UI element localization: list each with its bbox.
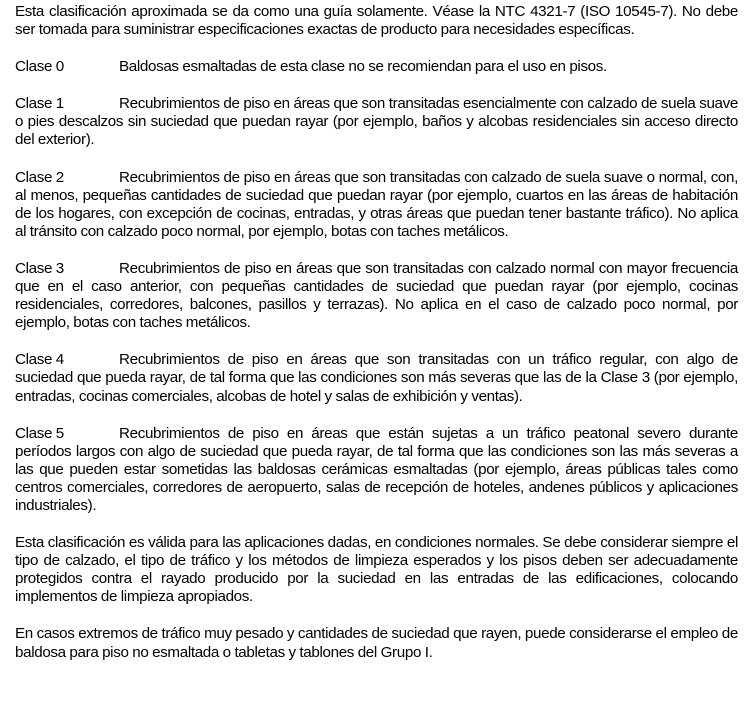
class-label: Clase 1 <box>15 95 64 113</box>
class-0-paragraph <box>15 58 738 76</box>
class-description: Recubrimientos de piso en áreas que son transitadas con calzado normal con mayor frecuencia que en el caso anterior, con pequeñas cantidades de suciedad que puedan rayar (por ejemplo, cocinas residenciales, corredores, balcones, pasillos y terrazas). No aplica en el caso de calzado poco normal, por ejemplo, botas con taches metálicos. <box>15 259 738 332</box>
class-description: Recubrimientos de piso en áreas que son transitadas con un tráfico regular, con algo de suciedad que pueda rayar, de tal forma que las condiciones son más severas que las de la Clase 3 (por ejemplo, entradas, cocinas comerciales, alcobas de hotel y salas de exhibición y ventas). <box>15 351 738 405</box>
class-description: Recubrimientos de piso en áreas que están sujetas a un tráfico peatonal severo durante períodos largos con algo de suciedad que pueda rayar, de tal forma que las condiciones son las más severas a las que pueden estar sometidas las baldosas cerámicas esmaltadas (por ejemplo, áreas públicas tales como centros comerciales, corredores de aeropuerto, salas de recepción de hoteles, andenes públicos y aplicaciones industriales). <box>15 424 738 514</box>
document-page <box>15 3 738 681</box>
class-label: Clase 3 <box>15 259 64 277</box>
extreme-note-paragraph: En casos extremos de tráfico muy pesado y cantidades de suciedad que rayen, puede considerarse el empleo de baldosa para piso no esmaltada o tabletas y tablones del Grupo I. <box>15 625 738 661</box>
class-5-paragraph <box>15 425 738 515</box>
class-label: Clase 0 <box>15 58 64 76</box>
class-description: Recubrimientos de piso en áreas que son transitadas esencialmente con calzado de suela suave o pies descalzos sin suciedad que puedan rayar (por ejemplo, baños y alcobas residenciales sin acceso directo del exterior). <box>15 95 738 149</box>
class-1-paragraph <box>15 95 738 149</box>
class-3-paragraph <box>15 260 738 332</box>
class-4-paragraph <box>15 351 738 405</box>
class-2-paragraph <box>15 169 738 241</box>
intro-paragraph: Esta clasificación aproximada se da como una guía solamente. Véase la NTC 4321-7 (ISO 10545-7). No debe ser tomada para suministrar especificaciones exactas de producto para necesidades específicas. <box>15 3 738 39</box>
validity-note-paragraph: Esta clasificación es válida para las aplicaciones dadas, en condiciones normales. Se debe considerar siempre el tipo de calzado, el tipo de tráfico y los métodos de limpieza esperados y los pisos deben ser adecuadamente protegidos contra el rayado producido por la suciedad en las entradas de las edificaciones, colocando implementos de limpieza apropiados. <box>15 534 738 606</box>
class-description: Recubrimientos de piso en áreas que son transitadas con calzado de suela suave o normal, con, al menos, pequeñas cantidades de suciedad que puedan rayar (por ejemplo, cuartos en las áreas de habitación de los hogares, con excepción de cocinas, entradas, y otras áreas que puedan tener bastante tráfico). No aplica al tránsito con calzado poco normal, por ejemplo, botas con taches metálicos. <box>15 168 738 240</box>
class-label: Clase 2 <box>15 168 64 186</box>
class-description: Baldosas esmaltadas de esta clase no se recomiendan para el uso en pisos. <box>119 58 607 76</box>
class-label: Clase 5 <box>15 424 64 442</box>
class-label: Clase 4 <box>15 351 64 369</box>
